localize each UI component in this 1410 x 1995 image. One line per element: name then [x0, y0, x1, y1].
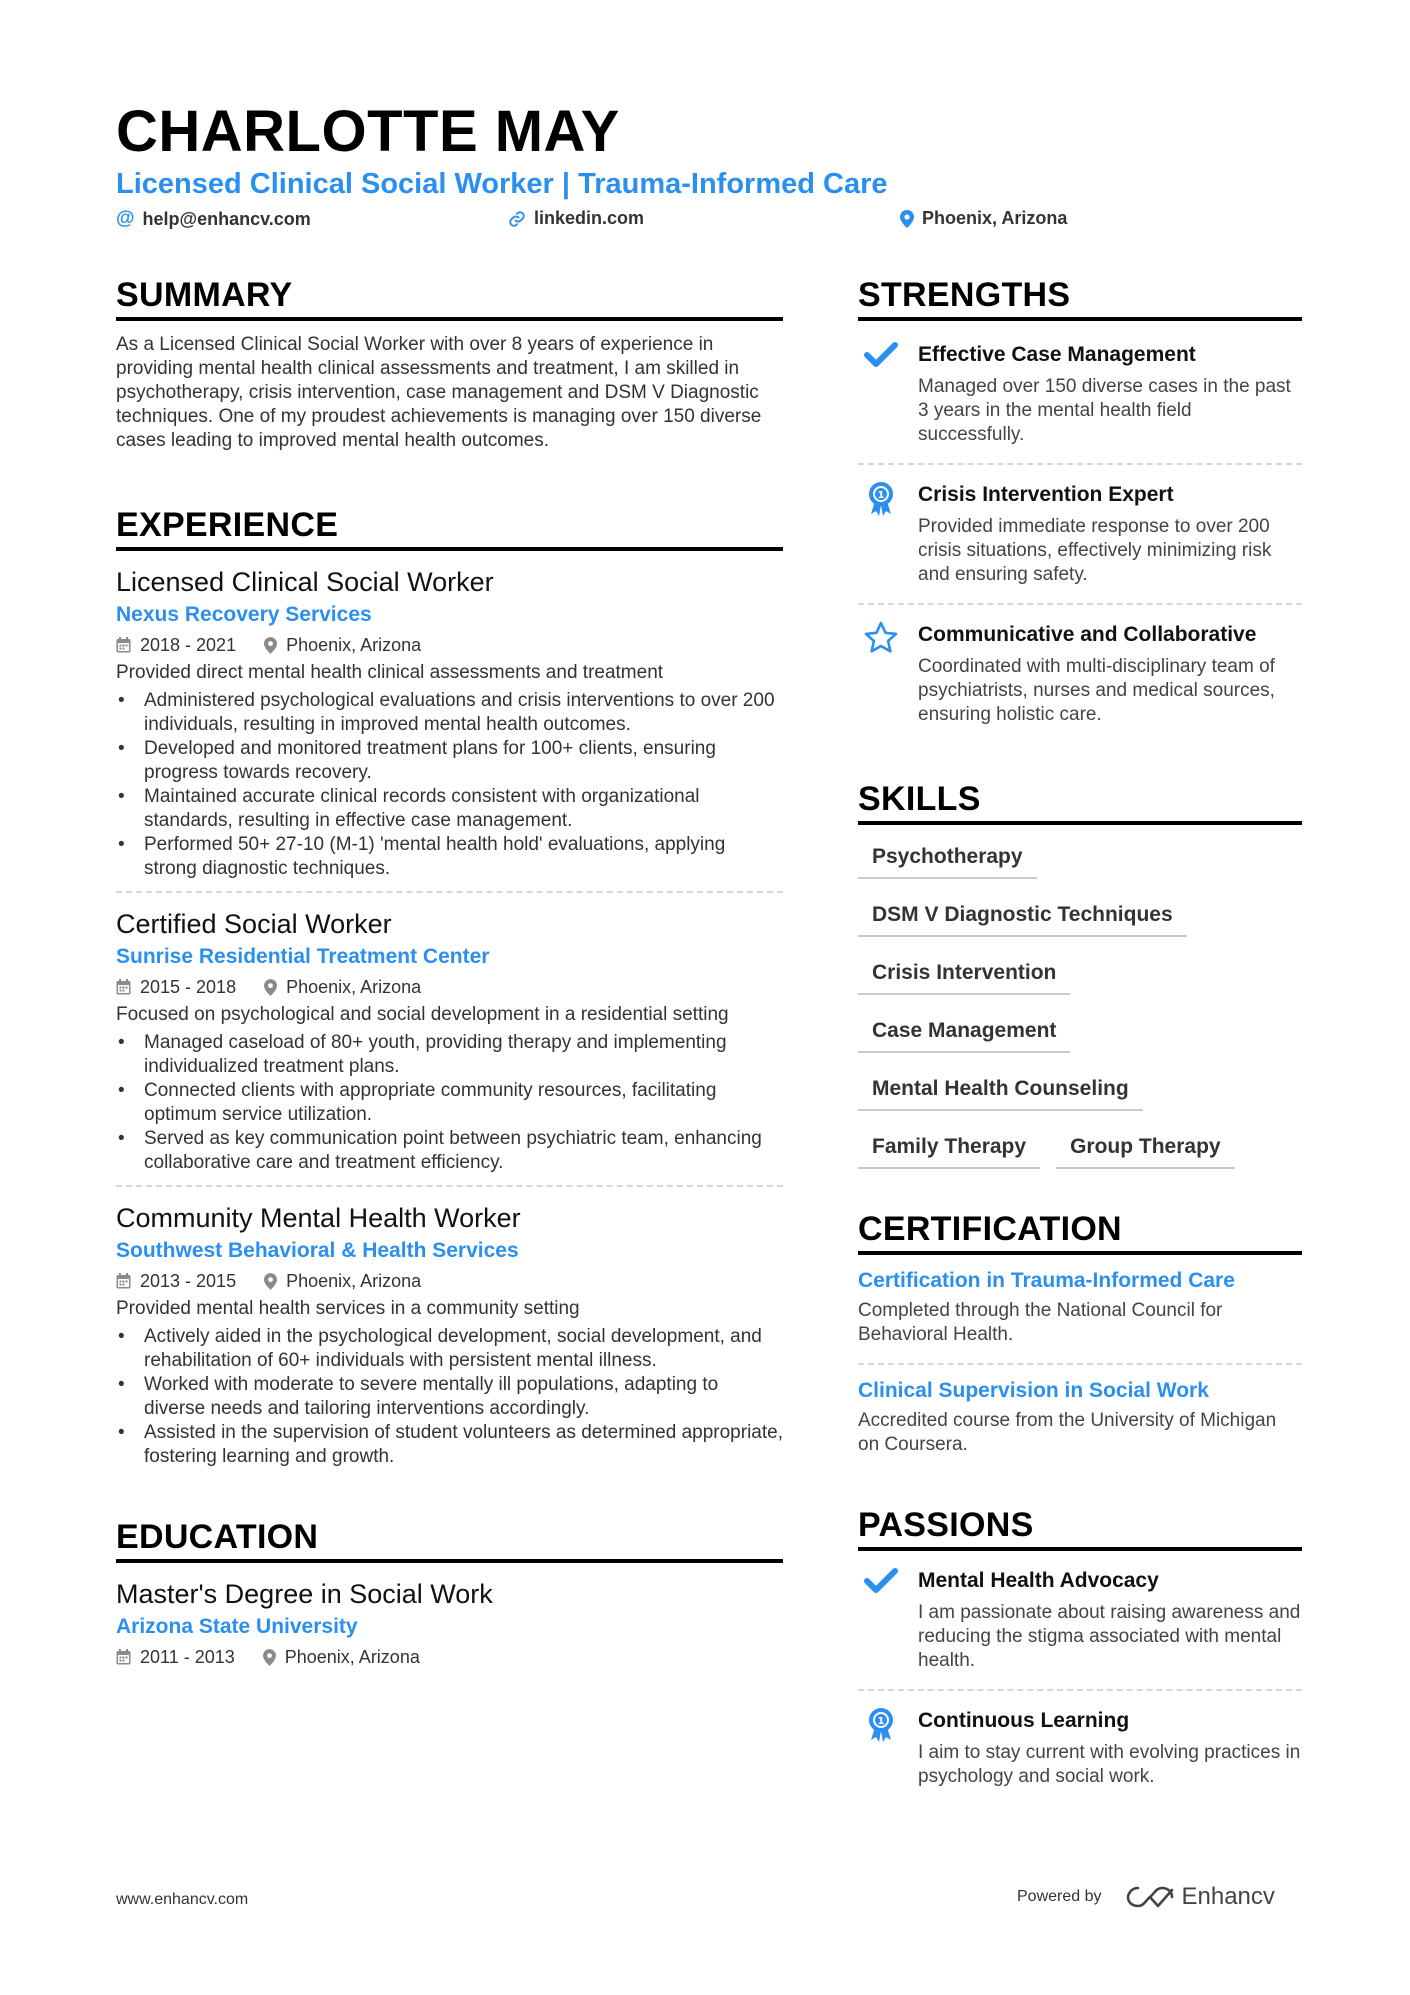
certification-text: Completed through the National Council for Behavioral Health. [858, 1300, 1223, 1345]
education-dates: 2011 - 2013 [140, 1647, 235, 1667]
passion-text: I am passionate about raising awareness and reducing the stigma associated with mental health. [918, 1602, 1301, 1671]
education-section [116, 1517, 783, 1671]
job-dates: 2013 - 2015 [140, 1271, 237, 1291]
skills-heading: SKILLS [858, 779, 1302, 825]
calendar-icon [116, 1273, 131, 1289]
strength-text: Provided immediate response to over 200 crisis situations, effectively minimizing risk and ensuring safety. [918, 516, 1272, 585]
passions-heading: PASSIONS [858, 1505, 1302, 1551]
job-description: Focused on psychological and social development in a residential setting [116, 1004, 729, 1025]
job-bullets [116, 689, 783, 881]
contact-bar [116, 208, 1306, 232]
education-location: Phoenix, Arizona [284, 1647, 420, 1667]
star-icon [864, 621, 898, 653]
strength-item [858, 325, 1302, 463]
skill-tag: Crisis Intervention [858, 951, 1070, 995]
job-title: Community Mental Health Worker [116, 1203, 521, 1233]
calendar-icon [116, 637, 131, 653]
education-entry [116, 1563, 783, 1671]
job-bullet: • Worked with moderate to severe mentally ill populations, adapting to diverse needs and tailoring interventions accordingly. [116, 1373, 783, 1421]
job-bullet: • Connected clients with appropriate community resources, facilitating optimum service utilization. [116, 1079, 783, 1127]
checkmark-icon [864, 1567, 898, 1595]
job-description: Provided direct mental health clinical assessments and treatment [116, 662, 664, 683]
map-pin-icon [263, 1649, 276, 1666]
footer-website[interactable]: www.enhancv.com [116, 1891, 249, 1908]
job-dates: 2018 - 2021 [140, 635, 237, 655]
strength-title: Crisis Intervention Expert [918, 483, 1174, 506]
candidate-title: Licensed Clinical Social Worker | Trauma-Informed Care [116, 168, 888, 200]
skill-tag: Mental Health Counseling [858, 1067, 1143, 1111]
checkmark-icon [864, 341, 898, 369]
strength-item [858, 603, 1302, 743]
job-entry [116, 1185, 783, 1469]
summary-heading: SUMMARY [116, 275, 783, 321]
link-icon [508, 210, 526, 228]
left-column [116, 275, 783, 1671]
map-pin-icon [264, 637, 277, 654]
degree-title: Master's Degree in Social Work [116, 1579, 493, 1609]
job-meta [116, 973, 783, 1001]
summary-section [116, 275, 783, 453]
passion-title: Continuous Learning [918, 1709, 1130, 1732]
contact-email[interactable] [116, 208, 311, 230]
job-bullet: • Developed and monitored treatment plans for 100+ clients, ensuring progress towards recovery. [116, 737, 783, 785]
job-meta [116, 1267, 783, 1295]
strength-text: Managed over 150 diverse cases in the past 3 years in the mental health field successfully. [918, 376, 1291, 445]
certification-item [858, 1363, 1302, 1473]
strengths-section [858, 275, 1302, 743]
job-bullet: • Maintained accurate clinical records consistent with organizational standards, resulting in effective case management. [116, 785, 783, 833]
at-sign-icon: @ [116, 208, 135, 229]
job-bullet: • Administered psychological evaluations and crisis interventions to over 200 individuals, resulting in improved mental health outcomes. [116, 689, 783, 737]
job-bullet: • Assisted in the supervision of student volunteers as determined appropriate, fostering learning and growth. [116, 1421, 783, 1469]
strength-item [858, 463, 1302, 603]
skills-section [858, 779, 1302, 1183]
school-name: Arizona State University [116, 1615, 358, 1638]
certification-section [858, 1209, 1302, 1473]
powered-by-text: Powered by [1017, 1888, 1102, 1905]
svg-text:1: 1 [877, 1716, 885, 1727]
education-meta [116, 1643, 783, 1671]
passions-section [858, 1505, 1302, 1805]
passion-text: I aim to stay current with evolving practices in psychology and social work. [918, 1742, 1301, 1787]
job-description: Provided mental health services in a community setting [116, 1298, 580, 1319]
job-bullet: • Actively aided in the psychological development, social development, and rehabilitation of 60+ individuals with persistent mental illness. [116, 1325, 783, 1373]
experience-section [116, 505, 783, 1469]
certification-text: Accredited course from the University of Michigan on Coursera. [858, 1410, 1277, 1455]
job-title: Licensed Clinical Social Worker [116, 567, 494, 597]
candidate-name: CHARLOTTE MAY [116, 99, 620, 164]
company-name: Sunrise Residential Treatment Center [116, 945, 490, 968]
passion-item [858, 1551, 1302, 1689]
certification-heading: CERTIFICATION [858, 1209, 1302, 1255]
job-bullets [116, 1031, 783, 1175]
job-location: Phoenix, Arizona [286, 977, 422, 997]
job-location: Phoenix, Arizona [286, 635, 422, 655]
experience-heading: EXPERIENCE [116, 505, 783, 551]
education-heading: EDUCATION [116, 1517, 783, 1563]
contact-linkedin[interactable] [508, 208, 644, 229]
email-text: help@enhancv.com [142, 208, 311, 229]
job-bullet: • Managed caseload of 80+ youth, providing therapy and implementing individualized treatment plans. [116, 1031, 783, 1079]
certification-title: Clinical Supervision in Social Work [858, 1379, 1209, 1402]
job-bullet: • Performed 50+ 27-10 (M-1) 'mental health hold' evaluations, applying strong diagnostic techniques. [116, 833, 783, 881]
calendar-icon [116, 979, 131, 995]
skill-tag: Family Therapy [858, 1125, 1040, 1169]
linkedin-text: linkedin.com [534, 208, 645, 228]
svg-text:1: 1 [877, 490, 885, 501]
enhancv-logo-icon [1126, 1884, 1174, 1910]
certification-title: Certification in Trauma-Informed Care [858, 1269, 1235, 1292]
strength-title: Effective Case Management [918, 343, 1196, 366]
job-entry [116, 551, 783, 881]
job-dates: 2015 - 2018 [140, 977, 237, 997]
job-bullets [116, 1325, 783, 1469]
skill-tag: DSM V Diagnostic Techniques [858, 893, 1187, 937]
right-column [858, 275, 1302, 1805]
enhancv-logo[interactable] [1126, 1883, 1275, 1911]
job-entry [116, 891, 783, 1175]
summary-text: As a Licensed Clinical Social Worker with over 8 years of experience in providing mental health clinical assessments and treatment, I am skilled in psychotherapy, crisis intervention, case management and DSM V Diagnostic techniques. One of my proudest achievements is managing over 150 diverse cases leading to improved mental health outcomes. [116, 334, 762, 451]
strength-title: Communicative and Collaborative [918, 623, 1257, 646]
map-pin-icon [264, 979, 277, 996]
job-bullet: • Served as key communication point between psychiatric team, enhancing collaborative care and treatment efficiency. [116, 1127, 783, 1175]
brand-name: Enhancv [1181, 1883, 1275, 1910]
contact-location [900, 208, 1067, 229]
location-text: Phoenix, Arizona [922, 208, 1068, 228]
strength-text: Coordinated with multi-disciplinary team of psychiatrists, nurses and medical sources, ensuring holistic care. [918, 656, 1275, 725]
footer-branding [1017, 1883, 1275, 1911]
award-ribbon-icon [866, 481, 896, 517]
passion-item [858, 1689, 1302, 1805]
certification-item [858, 1255, 1302, 1363]
job-meta [116, 631, 783, 659]
skill-tag: Psychotherapy [858, 835, 1037, 879]
map-pin-icon [900, 210, 914, 228]
job-location: Phoenix, Arizona [286, 1271, 422, 1291]
skill-tag: Case Management [858, 1009, 1070, 1053]
calendar-icon [116, 1649, 131, 1665]
map-pin-icon [264, 1273, 277, 1290]
award-ribbon-icon [866, 1707, 896, 1743]
passion-title: Mental Health Advocacy [918, 1569, 1159, 1592]
company-name: Southwest Behavioral & Health Services [116, 1239, 519, 1262]
strengths-heading: STRENGTHS [858, 275, 1302, 321]
skill-tag: Group Therapy [1056, 1125, 1235, 1169]
company-name: Nexus Recovery Services [116, 603, 372, 626]
job-title: Certified Social Worker [116, 909, 392, 939]
